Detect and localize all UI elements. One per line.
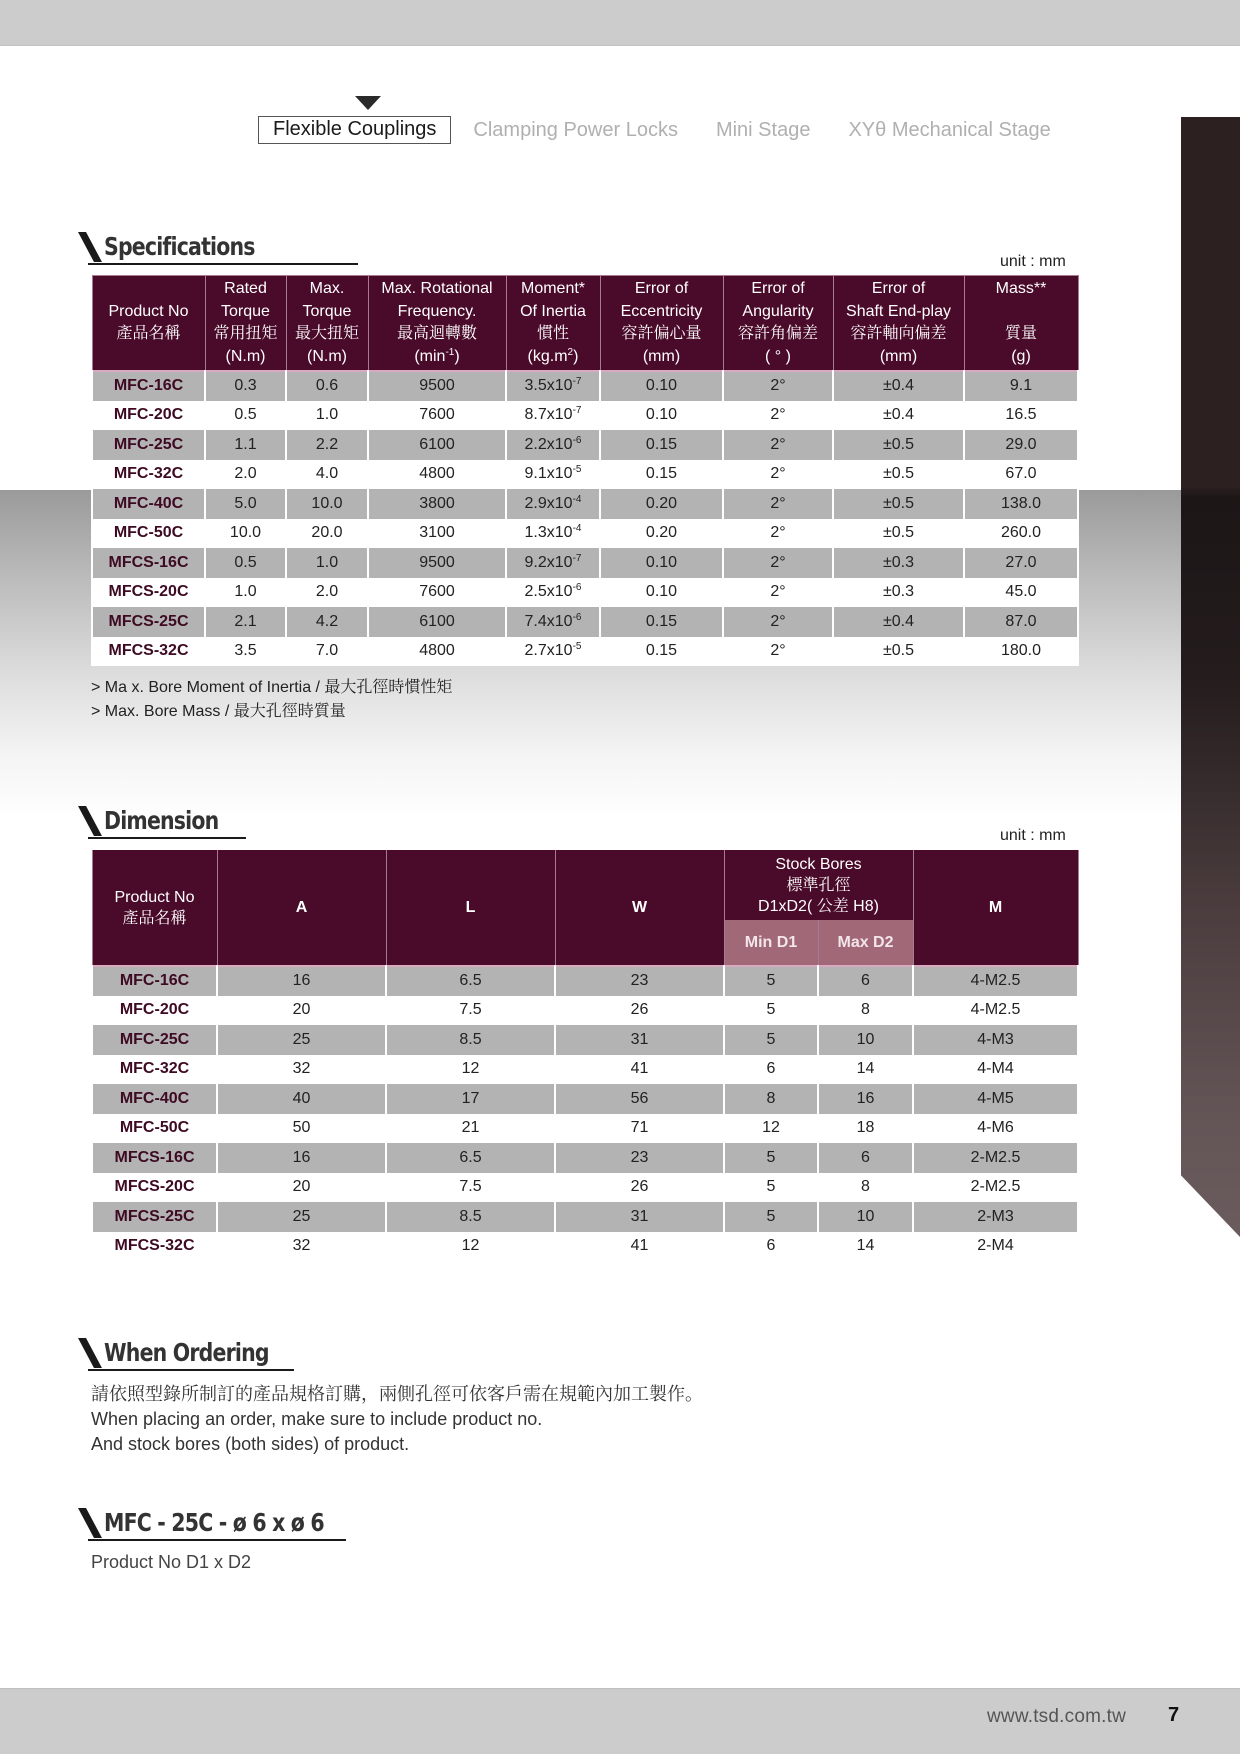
cell-product: MFCS-20C — [92, 578, 205, 608]
cell-end-play: ±0.5 — [833, 489, 964, 519]
inertia-exponent: -7 — [572, 405, 582, 417]
cell-product: MFC-25C — [92, 430, 205, 460]
cell-rated-torque: 10.0 — [205, 519, 286, 549]
table-row — [92, 1055, 1078, 1085]
cell-min-d1: 12 — [724, 1114, 818, 1144]
cell-mass: 16.5 — [964, 401, 1078, 431]
cell-product: MFC-20C — [92, 996, 217, 1026]
cell-product: MFCS-20C — [92, 1173, 217, 1203]
category-nav — [258, 116, 1089, 144]
ordering-line-en-1: When placing an order, make sure to include product no. — [91, 1409, 543, 1429]
cell-l: 6.5 — [386, 966, 555, 996]
cell-product: MFCS-16C — [92, 548, 205, 578]
heading-underline — [88, 1539, 346, 1541]
cell-a: 50 — [217, 1114, 386, 1144]
section-title: When Ordering — [104, 1338, 269, 1367]
header-line: Product No — [108, 302, 189, 320]
col-m: M — [913, 850, 1078, 966]
cell-w: 41 — [555, 1055, 724, 1085]
cell-max-torque: 1.0 — [286, 401, 368, 431]
cell-a: 32 — [217, 1055, 386, 1085]
header-line: 產品名稱 — [122, 909, 187, 927]
col-product — [92, 850, 217, 966]
table-row — [92, 1173, 1078, 1203]
cell-eccentricity: 0.10 — [600, 548, 723, 578]
cell-max-freq: 7600 — [368, 401, 506, 431]
cell-inertia — [506, 548, 600, 578]
page-number: 7 — [1168, 1704, 1180, 1726]
triangle-down-icon — [355, 96, 381, 110]
cell-min-d1: 6 — [724, 1055, 818, 1085]
top-band — [0, 0, 1240, 46]
cell-a: 20 — [217, 1173, 386, 1203]
cell-m: 4-M4 — [913, 1055, 1078, 1085]
cell-max-d2: 14 — [818, 1055, 913, 1085]
cell-w: 31 — [555, 1202, 724, 1232]
cell-max-d2: 10 — [818, 1202, 913, 1232]
cell-inertia — [506, 460, 600, 490]
cell-min-d1: 5 — [724, 1173, 818, 1203]
header-line: $(kg.m^2)$ — [527, 346, 579, 365]
cell-mass: 9.1 — [964, 371, 1078, 401]
cell-m: 2-M2.5 — [913, 1143, 1078, 1173]
note-bore-inertia: > Ma x. Bore Moment of Inertia / 最大孔徑時慣性矩 — [91, 679, 453, 696]
cell-end-play: ±0.4 — [833, 401, 964, 431]
col-max-frequency — [368, 276, 506, 372]
cell-m: 2-M3 — [913, 1202, 1078, 1232]
cell-inertia — [506, 371, 600, 401]
inertia-exponent: -5 — [572, 641, 582, 653]
cell-angularity: 2° — [723, 460, 833, 490]
inertia-base: 1.3x10 — [524, 524, 573, 542]
cell-product: MFC-50C — [92, 519, 205, 549]
header-line: 容許偏心量 — [621, 325, 702, 342]
col-moment-of-inertia — [506, 276, 600, 372]
cell-m: 4-M2.5 — [913, 996, 1078, 1026]
cell-mass: 87.0 — [964, 607, 1078, 637]
slash-icon — [78, 1508, 102, 1538]
cell-angularity: 2° — [723, 430, 833, 460]
cell-min-d1: 8 — [724, 1084, 818, 1114]
header-line: Error of — [751, 280, 805, 297]
table-row — [92, 489, 1078, 519]
inertia-base: 7.4x10 — [524, 612, 573, 630]
cell-max-d2: 14 — [818, 1232, 913, 1262]
header-line: (g) — [1011, 347, 1031, 365]
tab-xy-mechanical-stage[interactable]: XYθ Mechanical Stage — [848, 118, 1051, 141]
cell-rated-torque: 3.5 — [205, 637, 286, 667]
slash-icon — [78, 806, 102, 836]
cell-m: 2-M4 — [913, 1232, 1078, 1262]
cell-inertia — [506, 607, 600, 637]
table-row — [92, 460, 1078, 490]
cell-m: 4-M6 — [913, 1114, 1078, 1144]
cell-angularity: 2° — [723, 637, 833, 667]
cell-w: 23 — [555, 1143, 724, 1173]
table-row — [92, 1114, 1078, 1144]
cell-m: 4-M3 — [913, 1025, 1078, 1055]
cell-max-torque: 4.0 — [286, 460, 368, 490]
inertia-exponent: -7 — [572, 552, 582, 564]
cell-a: 16 — [217, 1143, 386, 1173]
cell-max-torque: 7.0 — [286, 637, 368, 667]
cell-angularity: 2° — [723, 371, 833, 401]
cell-l: 17 — [386, 1084, 555, 1114]
cell-angularity: 2° — [723, 401, 833, 431]
dimension-heading — [80, 806, 244, 836]
cell-end-play: ±0.5 — [833, 519, 964, 549]
side-decorative-bar — [1181, 117, 1240, 1237]
header-line: Angularity — [742, 302, 814, 320]
table-row — [92, 519, 1078, 549]
inertia-exponent: -5 — [572, 464, 582, 476]
cell-product: MFC-16C — [92, 966, 217, 996]
cell-inertia — [506, 637, 600, 667]
cell-product: MFC-16C — [92, 371, 205, 401]
cell-eccentricity: 0.15 — [600, 607, 723, 637]
spec-notes — [91, 676, 452, 724]
inertia-exponent: -6 — [572, 434, 582, 446]
inertia-exponent: -4 — [572, 493, 582, 505]
cell-rated-torque: 1.0 — [205, 578, 286, 608]
cell-eccentricity: 0.10 — [600, 578, 723, 608]
heading-underline — [88, 837, 246, 839]
cell-w: 41 — [555, 1232, 724, 1262]
inertia-base: 9.2x10 — [524, 553, 573, 571]
cell-max-d2: 18 — [818, 1114, 913, 1144]
cell-product: MFCS-32C — [92, 637, 205, 667]
example-caption: Product No D1 x D2 — [91, 1552, 252, 1572]
cell-end-play: ±0.3 — [833, 548, 964, 578]
cell-end-play: ±0.3 — [833, 578, 964, 608]
inertia-exponent: -4 — [572, 523, 582, 535]
col-stock-bores — [724, 850, 913, 920]
cell-max-torque: 2.0 — [286, 578, 368, 608]
note-bore-mass: > Max. Bore Mass / 最大孔徑時質量 — [91, 703, 346, 720]
cell-mass: 45.0 — [964, 578, 1078, 608]
cell-max-torque: 20.0 — [286, 519, 368, 549]
cell-m: 4-M5 — [913, 1084, 1078, 1114]
table-row — [92, 1143, 1078, 1173]
cell-l: 8.5 — [386, 1025, 555, 1055]
header-line: 產品名稱 — [116, 325, 181, 342]
table-row — [92, 578, 1078, 608]
cell-l: 6.5 — [386, 1143, 555, 1173]
cell-l: 21 — [386, 1114, 555, 1144]
table-row — [92, 637, 1078, 667]
header-line — [966, 301, 1077, 324]
table-row — [92, 1025, 1078, 1055]
inertia-base: 9.1x10 — [524, 465, 573, 483]
col-a: A — [217, 850, 386, 966]
table-row — [92, 401, 1078, 431]
inertia-base: 8.7x10 — [524, 406, 573, 424]
cell-a: 16 — [217, 966, 386, 996]
ordering-text — [91, 1382, 703, 1457]
header-line: (N.m) — [225, 347, 266, 365]
cell-eccentricity: 0.20 — [600, 519, 723, 549]
header-line: Eccentricity — [620, 302, 703, 320]
cell-inertia — [506, 489, 600, 519]
table-row — [92, 430, 1078, 460]
ordering-heading — [80, 1338, 305, 1368]
cell-l: 12 — [386, 1232, 555, 1262]
cell-max-freq: 3800 — [368, 489, 506, 519]
cell-product: MFC-40C — [92, 489, 205, 519]
cell-l: 7.5 — [386, 996, 555, 1026]
footer-url[interactable]: www.tsd.com.tw — [987, 1706, 1126, 1727]
table-row — [92, 1202, 1078, 1232]
header-line: Torque — [302, 302, 352, 320]
col-min-d1: Min D1 — [724, 920, 818, 966]
cell-eccentricity: 0.10 — [600, 371, 723, 401]
cell-max-freq: 4800 — [368, 460, 506, 490]
tab-mini-stage[interactable]: Mini Stage — [715, 118, 811, 141]
cell-m: 2-M2.5 — [913, 1173, 1078, 1203]
cell-min-d1: 5 — [724, 1202, 818, 1232]
cell-max-d2: 8 — [818, 996, 913, 1026]
cell-w: 31 — [555, 1025, 724, 1055]
cell-inertia — [506, 578, 600, 608]
cell-max-torque: 10.0 — [286, 489, 368, 519]
cell-min-d1: 5 — [724, 1143, 818, 1173]
cell-angularity: 2° — [723, 607, 833, 637]
cell-a: 40 — [217, 1084, 386, 1114]
cell-end-play: ±0.5 — [833, 637, 964, 667]
cell-max-freq: 9500 — [368, 371, 506, 401]
inertia-exponent: -7 — [572, 376, 582, 388]
cell-max-freq: 9500 — [368, 548, 506, 578]
cell-max-freq: 6100 — [368, 607, 506, 637]
section-title: Specifications — [104, 232, 255, 261]
cell-max-freq: 7600 — [368, 578, 506, 608]
cell-inertia — [506, 401, 600, 431]
cell-product: MFCS-32C — [92, 1232, 217, 1262]
cell-angularity: 2° — [723, 578, 833, 608]
cell-product: MFC-25C — [92, 1025, 217, 1055]
cell-end-play: ±0.5 — [833, 460, 964, 490]
col-product — [92, 276, 205, 372]
cell-product: MFC-32C — [92, 1055, 217, 1085]
header-line: Mass** — [995, 280, 1047, 297]
header-line: Of Inertia — [520, 302, 586, 320]
cell-mass: 180.0 — [964, 637, 1078, 667]
header-line: ( ° ) — [765, 347, 791, 365]
header-line: Torque — [221, 302, 270, 320]
header-line: 容許角偏差 — [737, 325, 818, 342]
col-max-d2: Max D2 — [818, 920, 913, 966]
inertia-base: 2.5x10 — [524, 583, 573, 601]
cell-a: 32 — [217, 1232, 386, 1262]
header-line: 標準孔徑 — [786, 876, 851, 894]
cell-w: 23 — [555, 966, 724, 996]
cell-mass: 260.0 — [964, 519, 1078, 549]
table-row — [92, 548, 1078, 578]
cell-rated-torque: 5.0 — [205, 489, 286, 519]
header-line: Max. — [309, 280, 345, 297]
tab-flexible-couplings[interactable]: Flexible Couplings — [258, 116, 451, 144]
cell-m: 4-M2.5 — [913, 966, 1078, 996]
cell-max-torque: 1.0 — [286, 548, 368, 578]
heading-underline — [88, 1369, 294, 1371]
cell-min-d1: 5 — [724, 996, 818, 1026]
cell-l: 12 — [386, 1055, 555, 1085]
cell-product: MFC-40C — [92, 1084, 217, 1114]
cell-max-torque: 0.6 — [286, 371, 368, 401]
inertia-base: 2.9x10 — [524, 494, 573, 512]
ordering-line-en-2: And stock bores (both sides) of product. — [91, 1434, 410, 1454]
col-angularity — [723, 276, 833, 372]
cell-w: 56 — [555, 1084, 724, 1114]
header-line: Error of — [871, 280, 926, 297]
table-row — [92, 607, 1078, 637]
cell-max-d2: 6 — [818, 966, 913, 996]
cell-max-freq: 6100 — [368, 430, 506, 460]
col-end-play — [833, 276, 964, 372]
header-line: Frequency. — [397, 302, 477, 320]
header-line: $(\min^{-1})$ — [414, 346, 460, 365]
cell-eccentricity: 0.10 — [600, 401, 723, 431]
col-eccentricity — [600, 276, 723, 372]
cell-end-play: ±0.4 — [833, 607, 964, 637]
example-part-number: MFC - 25C - ø 6 x ø 6 — [104, 1508, 324, 1537]
specifications-heading — [80, 232, 288, 262]
col-rated-torque — [205, 276, 286, 372]
cell-a: 20 — [217, 996, 386, 1026]
cell-rated-torque: 0.5 — [205, 548, 286, 578]
specifications-table — [91, 275, 1079, 666]
cell-inertia — [506, 519, 600, 549]
cell-eccentricity: 0.15 — [600, 430, 723, 460]
table-row — [92, 1084, 1078, 1114]
cell-max-freq: 4800 — [368, 637, 506, 667]
cell-max-freq: 3100 — [368, 519, 506, 549]
cell-mass: 67.0 — [964, 460, 1078, 490]
header-line: D1xD2( 公差 H8) — [758, 897, 879, 915]
cell-w: 26 — [555, 996, 724, 1026]
cell-product: MFCS-25C — [92, 607, 205, 637]
cell-product: MFC-20C — [92, 401, 205, 431]
cell-product: MFC-50C — [92, 1114, 217, 1144]
inertia-exponent: -6 — [572, 582, 582, 594]
col-max-torque — [286, 276, 368, 372]
table-row — [92, 1232, 1078, 1262]
cell-max-d2: 8 — [818, 1173, 913, 1203]
cell-a: 25 — [217, 1202, 386, 1232]
cell-end-play: ±0.4 — [833, 371, 964, 401]
section-title: Dimension — [104, 806, 219, 835]
dim-unit-label: unit : mm — [1000, 827, 1066, 844]
header-line: 慣性 — [536, 325, 569, 342]
cell-eccentricity: 0.15 — [600, 460, 723, 490]
header-line: Error of — [634, 280, 689, 297]
header-line: Max. Rotational — [381, 280, 493, 297]
example-heading — [80, 1508, 372, 1538]
cell-product: MFCS-25C — [92, 1202, 217, 1232]
inertia-exponent: -6 — [572, 611, 582, 623]
cell-w: 71 — [555, 1114, 724, 1144]
cell-min-d1: 5 — [724, 1025, 818, 1055]
cell-product: MFC-32C — [92, 460, 205, 490]
header-line: (N.m) — [307, 347, 347, 365]
cell-rated-torque: 0.5 — [205, 401, 286, 431]
table-row — [92, 966, 1078, 996]
header-line: Moment* — [520, 280, 586, 297]
inertia-base: 3.5x10 — [524, 377, 573, 395]
cell-mass: 27.0 — [964, 548, 1078, 578]
cell-rated-torque: 1.1 — [205, 430, 286, 460]
header-line: 最高迴轉數 — [396, 325, 477, 342]
slash-icon — [78, 1338, 102, 1368]
table-row — [92, 371, 1078, 401]
cell-l: 8.5 — [386, 1202, 555, 1232]
header-line: 常用扭矩 — [213, 325, 278, 342]
header-line: (mm) — [642, 347, 681, 365]
ordering-line-zh: 請依照型錄所制訂的產品規格訂購，兩側孔徑可依客戶需在規範內加工製作。 — [91, 1384, 703, 1404]
header-line: Stock Bores — [775, 855, 862, 873]
cell-end-play: ±0.5 — [833, 430, 964, 460]
cell-max-torque: 4.2 — [286, 607, 368, 637]
cell-min-d1: 5 — [724, 966, 818, 996]
cell-rated-torque: 2.0 — [205, 460, 286, 490]
slash-icon — [78, 232, 102, 262]
cell-angularity: 2° — [723, 519, 833, 549]
header-line: 最大扭矩 — [294, 325, 359, 342]
cell-rated-torque: 0.3 — [205, 371, 286, 401]
spec-unit-label: unit : mm — [1000, 253, 1066, 270]
cell-max-d2: 16 — [818, 1084, 913, 1114]
cell-mass: 138.0 — [964, 489, 1078, 519]
header-line: (mm) — [879, 347, 918, 365]
col-l: L — [386, 850, 555, 966]
cell-product: MFCS-16C — [92, 1143, 217, 1173]
dimension-table — [91, 850, 1079, 1261]
cell-max-d2: 10 — [818, 1025, 913, 1055]
header-line: Product No — [114, 888, 195, 906]
cell-angularity: 2° — [723, 489, 833, 519]
header-line: 質量 — [1004, 325, 1037, 342]
table-row — [92, 996, 1078, 1026]
col-w: W — [555, 850, 724, 966]
cell-inertia — [506, 430, 600, 460]
cell-max-torque: 2.2 — [286, 430, 368, 460]
cell-max-d2: 6 — [818, 1143, 913, 1173]
cell-l: 7.5 — [386, 1173, 555, 1203]
header-line: Rated — [224, 280, 267, 297]
heading-underline — [88, 263, 358, 265]
col-mass — [964, 276, 1078, 372]
cell-a: 25 — [217, 1025, 386, 1055]
header-line: Shaft End-play — [846, 302, 951, 320]
cell-angularity: 2° — [723, 548, 833, 578]
header-line: 容許軸向偏差 — [850, 325, 947, 342]
inertia-base: 2.2x10 — [524, 435, 573, 453]
cell-w: 26 — [555, 1173, 724, 1203]
cell-rated-torque: 2.1 — [205, 607, 286, 637]
cell-eccentricity: 0.15 — [600, 637, 723, 667]
cell-mass: 29.0 — [964, 430, 1078, 460]
tab-clamping-power-locks[interactable]: Clamping Power Locks — [473, 118, 678, 141]
inertia-base: 2.7x10 — [524, 642, 573, 660]
cell-eccentricity: 0.20 — [600, 489, 723, 519]
cell-min-d1: 6 — [724, 1232, 818, 1262]
